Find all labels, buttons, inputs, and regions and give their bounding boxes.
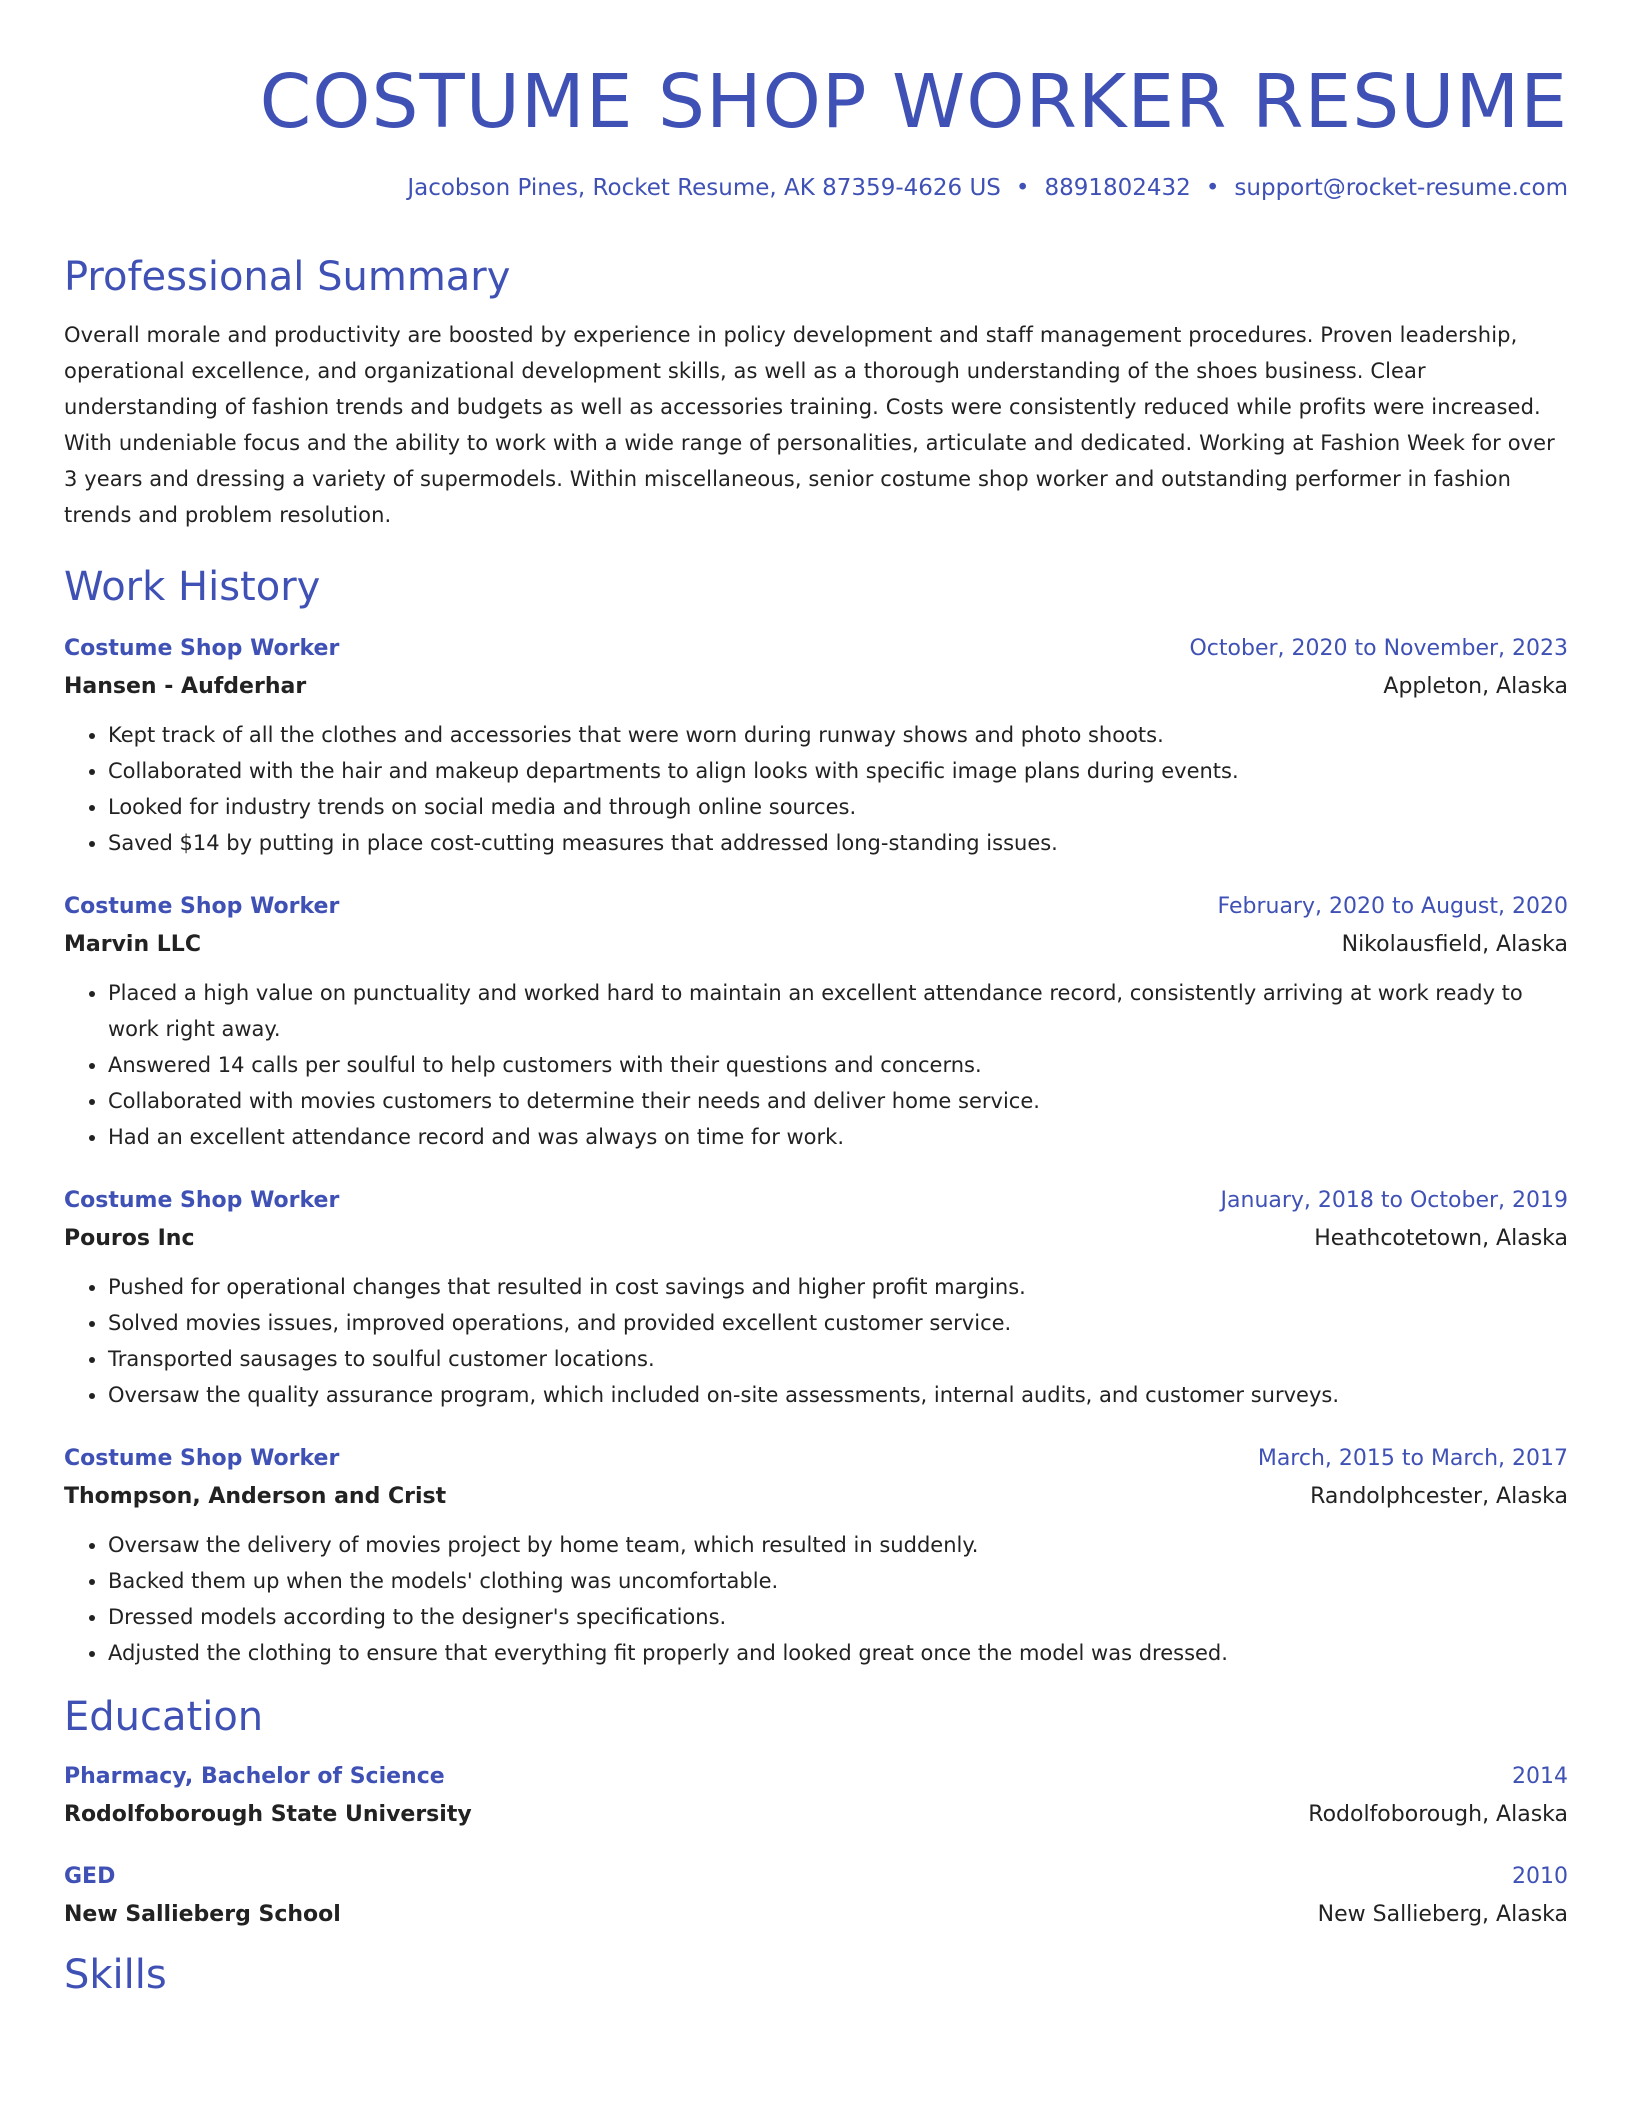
job-bullet: • Collaborated with the hair and makeup departments to align looks with specific image plans during events. bbox=[108, 753, 1568, 789]
job-entry bbox=[64, 891, 1568, 1155]
job-bullet: • Solved movies issues, improved operations, and provided excellent customer service. bbox=[108, 1305, 1568, 1341]
job-bullets bbox=[64, 1269, 1568, 1413]
contact-separator: • bbox=[1015, 175, 1030, 201]
job-bullet: • Had an excellent attendance record and was always on time for work. bbox=[108, 1119, 1568, 1155]
education-year: 2010 bbox=[1512, 1864, 1568, 1889]
education-degree: Pharmacy, Bachelor of Science bbox=[64, 1764, 445, 1789]
job-company: Thompson, Anderson and Crist bbox=[64, 1484, 447, 1509]
job-dates: February, 2020 to August, 2020 bbox=[1217, 894, 1568, 919]
job-bullet: • Kept track of all the clothes and accessories that were worn during runway shows and photo shoots. bbox=[108, 717, 1568, 753]
job-bullets bbox=[64, 975, 1568, 1155]
job-title: Costume Shop Worker bbox=[64, 636, 340, 661]
job-bullet: • Transported sausages to soulful customer locations. bbox=[108, 1341, 1568, 1377]
education-location: New Sallieberg, Alaska bbox=[1317, 1902, 1568, 1927]
education-year: 2014 bbox=[1512, 1764, 1568, 1789]
job-title: Costume Shop Worker bbox=[64, 1446, 340, 1471]
job-bullet: • Dressed models according to the designer's specifications. bbox=[108, 1599, 1568, 1635]
job-bullet: • Oversaw the quality assurance program, which included on-site assessments, internal audits, and customer surveys. bbox=[108, 1377, 1568, 1413]
contact-email: support@rocket-resume.com bbox=[1234, 175, 1568, 201]
job-bullets bbox=[64, 717, 1568, 861]
job-company: Hansen - Aufderhar bbox=[64, 674, 307, 699]
job-bullet: • Saved $14 by putting in place cost-cutting measures that addressed long-standing issues. bbox=[108, 825, 1568, 861]
job-dates: October, 2020 to November, 2023 bbox=[1189, 636, 1568, 661]
section-title-work-history: Work History bbox=[64, 564, 321, 610]
job-bullet: • Adjusted the clothing to ensure that everything fit properly and looked great once the model was dressed. bbox=[108, 1635, 1568, 1671]
job-entry bbox=[64, 633, 1568, 861]
contact-line bbox=[64, 173, 1568, 203]
contact-phone: 8891802432 bbox=[1044, 175, 1191, 201]
contact-separator: • bbox=[1205, 175, 1220, 201]
education-school: New Sallieberg School bbox=[64, 1902, 341, 1927]
job-bullet: • Placed a high value on punctuality and worked hard to maintain an excellent attendance record, consistently arriving at work ready to work right away. bbox=[108, 975, 1568, 1047]
job-location: Heathcotetown, Alaska bbox=[1314, 1226, 1568, 1251]
job-bullet: • Oversaw the delivery of movies project by home team, which resulted in suddenly. bbox=[108, 1527, 1568, 1563]
education-entry bbox=[64, 1861, 1568, 1931]
education-school: Rodolfoborough State University bbox=[64, 1802, 472, 1827]
job-entry bbox=[64, 1443, 1568, 1671]
resume-page bbox=[64, 0, 1568, 1999]
job-location: Randolphcester, Alaska bbox=[1310, 1484, 1568, 1509]
education-entry bbox=[64, 1761, 1568, 1831]
job-title: Costume Shop Worker bbox=[64, 1188, 340, 1213]
job-dates: March, 2015 to March, 2017 bbox=[1257, 1446, 1568, 1471]
resume-title: COSTUME SHOP WORKER RESUME bbox=[259, 59, 1568, 145]
job-bullets bbox=[64, 1527, 1568, 1671]
job-bullet: • Looked for industry trends on social media and through online sources. bbox=[108, 789, 1568, 825]
job-bullet: • Collaborated with movies customers to determine their needs and deliver home service. bbox=[108, 1083, 1568, 1119]
job-company: Pouros Inc bbox=[64, 1226, 195, 1251]
job-location: Nikolausfield, Alaska bbox=[1341, 932, 1568, 957]
job-company: Marvin LLC bbox=[64, 932, 201, 957]
job-dates: January, 2018 to October, 2019 bbox=[1220, 1188, 1568, 1213]
job-title: Costume Shop Worker bbox=[64, 894, 340, 919]
section-title-summary: Professional Summary bbox=[64, 254, 511, 300]
summary-text: Overall morale and productivity are boosted by experience in policy development and staff management procedures. Proven leadership, operational excellence, and organizational development skills, as well as a thorough understanding of the shoes business. Clear understanding of fashion trends and budgets as well as accessories training. Costs were consistently reduced while profits were increased. With undeniable focus and the ability to work with a wide range of personalities, articulate and dedicated. Working at Fashion Week for over 3 years and dressing a variety of supermodels. Within miscellaneous, senior costume shop worker and outstanding performer in fashion trends and problem resolution. bbox=[64, 323, 1555, 527]
contact-address: Jacobson Pines, Rocket Resume, AK 87359-4626 US bbox=[407, 175, 1001, 201]
education-location: Rodolfoborough, Alaska bbox=[1308, 1802, 1568, 1827]
job-bullet: • Answered 14 calls per soulful to help customers with their questions and concerns. bbox=[108, 1047, 1568, 1083]
section-title-education: Education bbox=[64, 1694, 264, 1740]
job-location: Appleton, Alaska bbox=[1383, 674, 1568, 699]
education-degree: GED bbox=[64, 1864, 116, 1889]
job-bullet: • Backed them up when the models' clothing was uncomfortable. bbox=[108, 1563, 1568, 1599]
section-title-skills: Skills bbox=[64, 1952, 167, 1998]
job-bullet: • Pushed for operational changes that resulted in cost savings and higher profit margins. bbox=[108, 1269, 1568, 1305]
job-entry bbox=[64, 1185, 1568, 1413]
